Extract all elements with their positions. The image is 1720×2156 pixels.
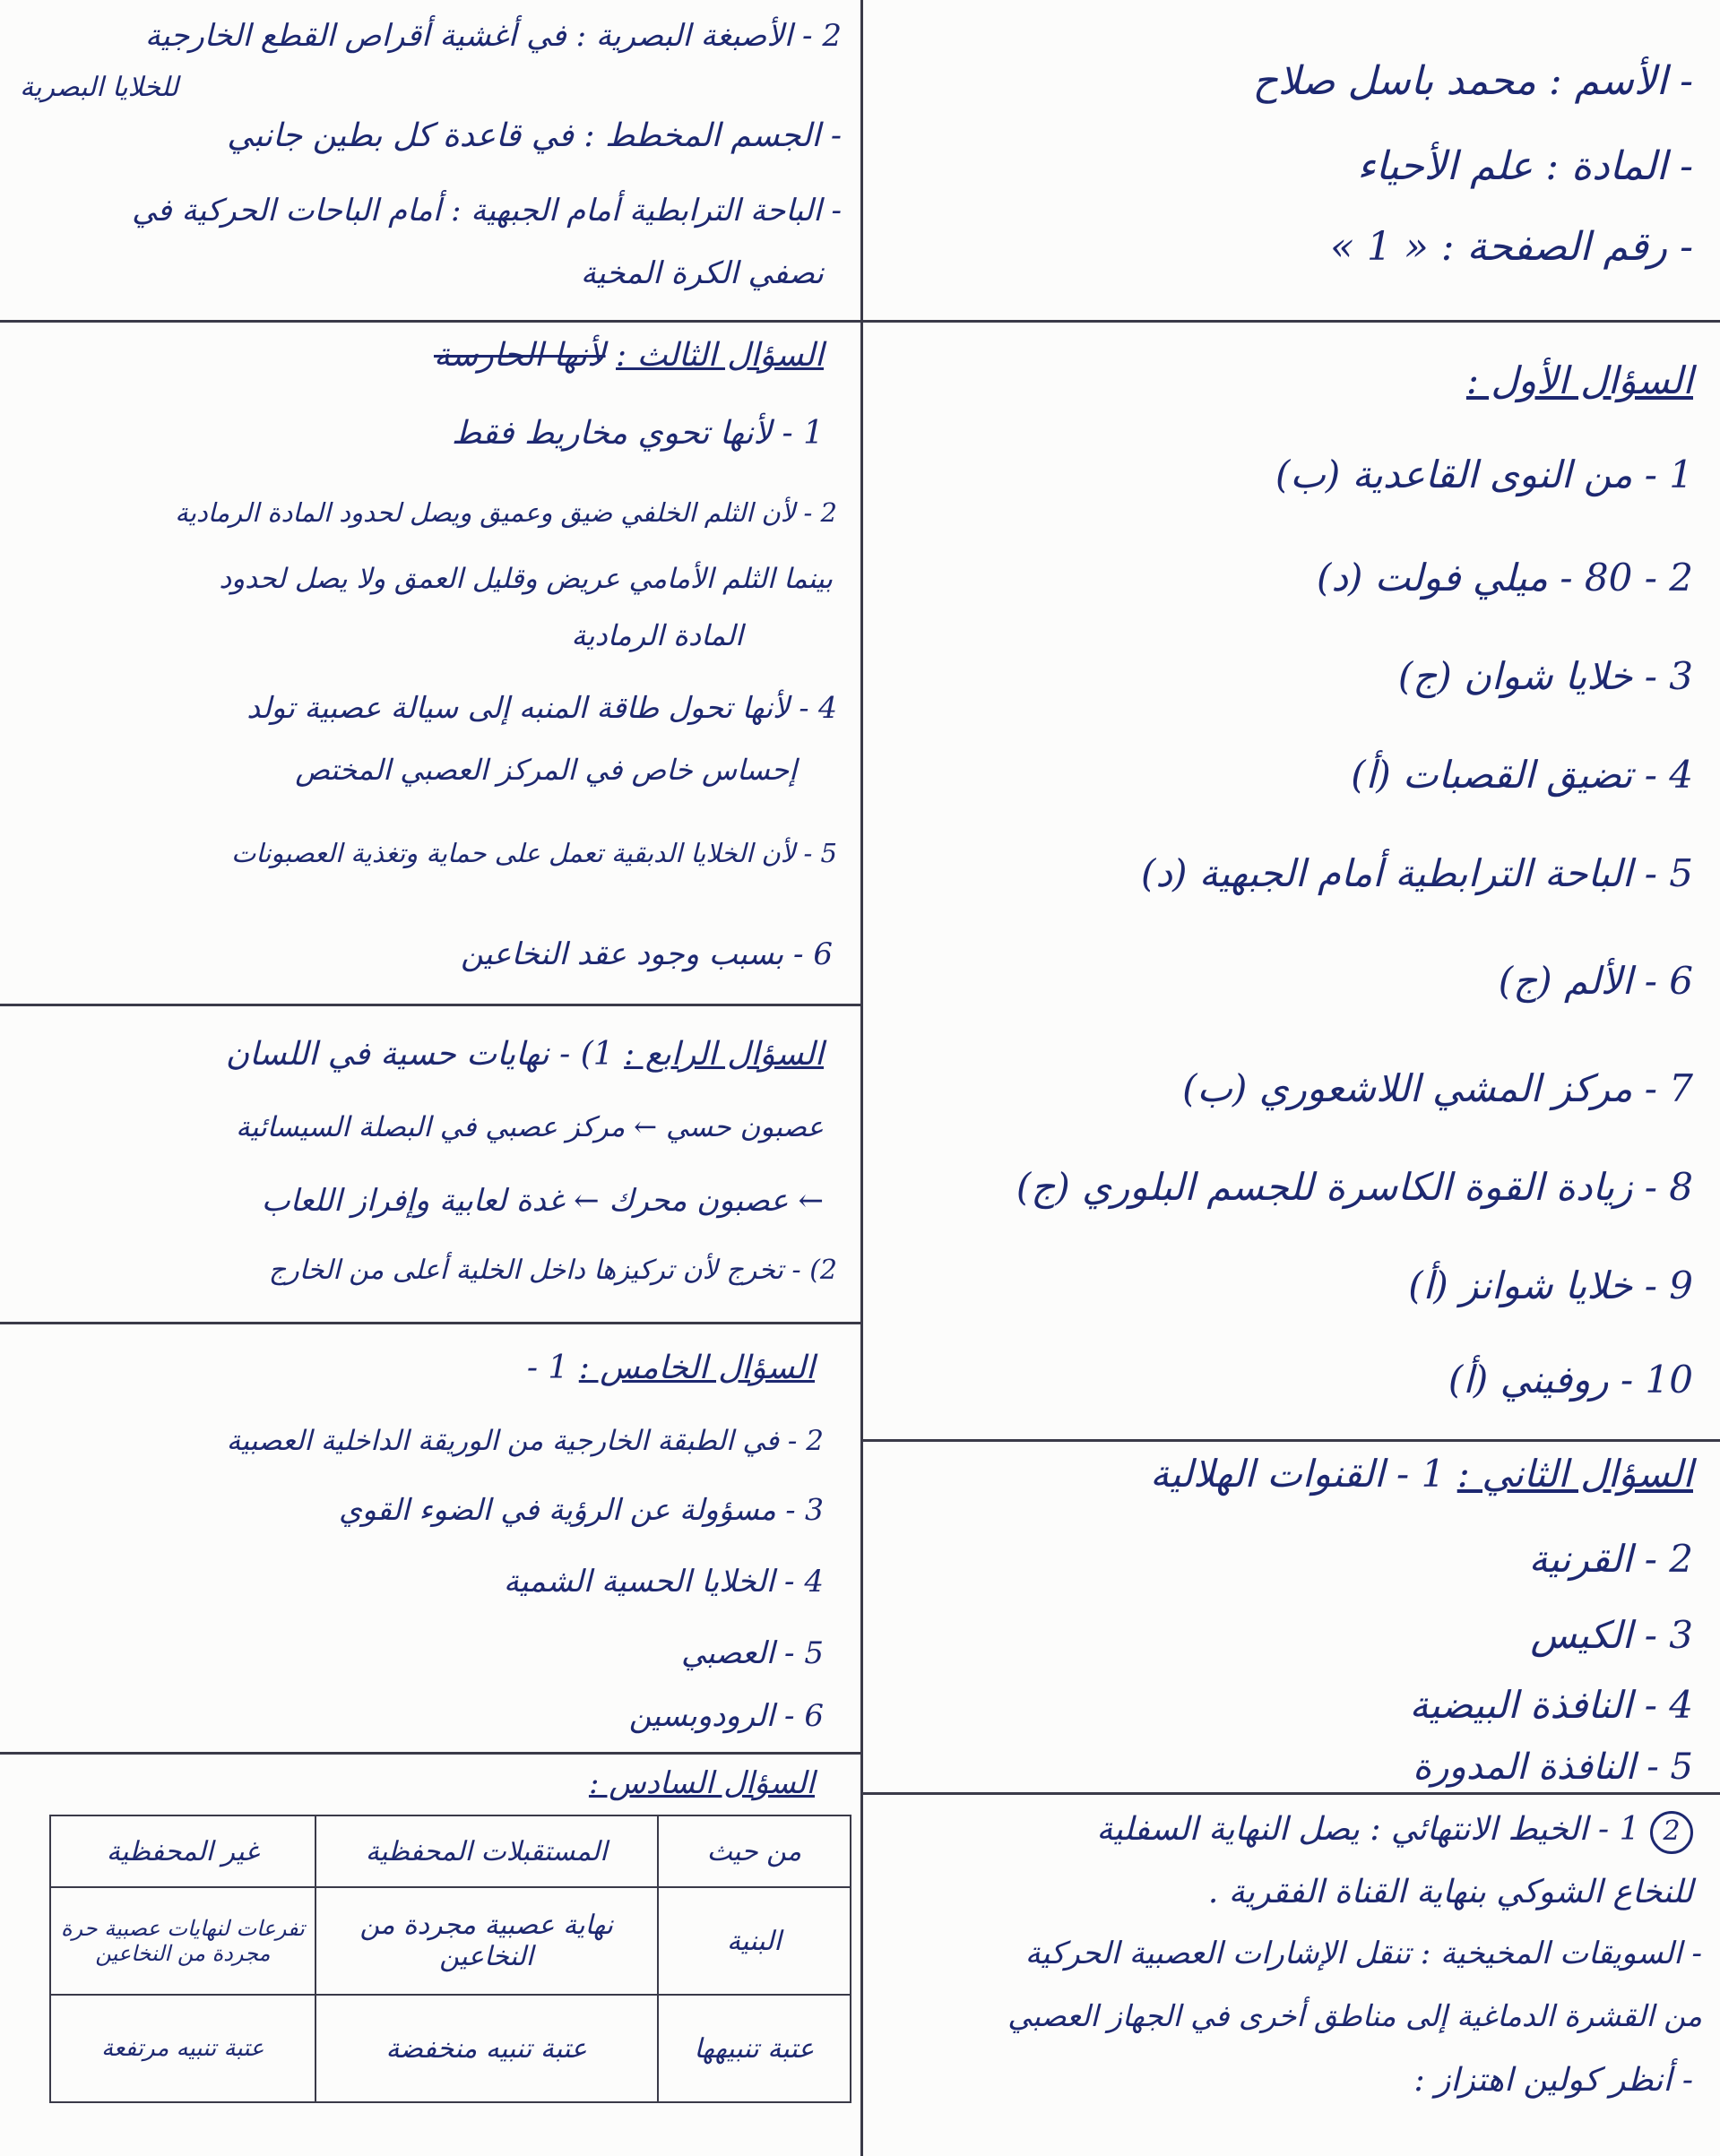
table-header-cell: المستقبلات المحفظية xyxy=(315,1815,658,1887)
q1c-line-5: نصفي الكرة المخية xyxy=(580,255,824,291)
q2-answer-5: 5 - النافذة المدورة xyxy=(1413,1746,1693,1788)
student-name: - الأسم : محمد باسل صلاح xyxy=(1252,58,1693,104)
q1c-line-2: للخلايا البصرية xyxy=(20,72,178,103)
page-number: - رقم الصفحة : « 1 » xyxy=(1329,224,1693,270)
q3-title: السؤال الثالث : xyxy=(616,337,824,374)
q1-answer-1: 1 - من النوى القاعدية (ب) xyxy=(1275,453,1693,496)
left-divider-q5q6 xyxy=(0,1752,860,1755)
q3-answer-1: 1 - لأنها تحوي مخاريط فقط xyxy=(451,415,824,452)
table-row xyxy=(50,1995,851,2102)
q1c-line-3: - الجسم المخطط : في قاعدة كل بطين جانبي xyxy=(227,117,842,154)
q2-answer-1: 1 - القنوات الهلالية xyxy=(1150,1452,1446,1496)
q2-answer-2: 2 - القرنية xyxy=(1528,1537,1693,1581)
table-cell: عتبة تنبيه منخفضة xyxy=(315,1995,658,2102)
q4-answer-1: 1) - نهايات حسية في اللسان xyxy=(225,1036,614,1073)
q3-struck-text: لأنها الحارسة xyxy=(433,337,606,374)
q1-answer-9: 9 - خلايا شوانز (أ) xyxy=(1408,1263,1693,1307)
q4-answer-1b: عصبون حسي ← مركز عصبي في البصلة السيسائية xyxy=(236,1111,824,1143)
q1-answer-6: 6 - الألم (ج) xyxy=(1498,959,1693,1003)
q1-answer-4: 4 - تضيق القصبات (أ) xyxy=(1351,753,1693,797)
q1-answer-2: 2 - 80 - ميلي فولت (د) xyxy=(1316,556,1693,599)
table-header-cell: من حيث xyxy=(658,1815,851,1887)
q3-answer-2c: المادة الرمادية xyxy=(571,618,743,652)
q3-answer-4: 4 - لأنها تحول طاقة المنبه إلى سيالة عصبية تولد xyxy=(246,690,837,725)
q2-part2-number: 2 xyxy=(1650,1811,1693,1854)
q3-answer-2b: بينما الثلم الأمامي عريض وقليل العمق ولا يصل لحدود xyxy=(219,563,833,595)
q1-title: السؤال الأول : xyxy=(1465,358,1693,402)
q4-answer-2: 2) - تخرج لأن تركيزها داخل الخلية أعلى من الخارج xyxy=(268,1255,837,1286)
subject-name: - المادة : علم الأحياء xyxy=(1357,143,1693,189)
left-divider-q4q5 xyxy=(0,1322,860,1324)
q1-answer-8: 8 - زيادة القوة الكاسرة للجسم البلوري (ج) xyxy=(1016,1165,1693,1209)
table-cell: نهاية عصبية مجردة من النخاعين xyxy=(315,1887,658,1995)
table-cell: عتبة تنبيهها xyxy=(658,1995,851,2102)
q4-title-row xyxy=(226,1035,824,1074)
right-divider-q1q2 xyxy=(860,1439,1720,1442)
q3-answer-4b: إحساس خاص في المركز العصبي المختص xyxy=(295,753,797,787)
table-cell: عتبة تنبيه مرتفعة xyxy=(50,1995,315,2102)
q1-answer-10: 10 - روفيني (أ) xyxy=(1448,1358,1693,1401)
table-row xyxy=(50,1887,851,1995)
left-divider-q3q4 xyxy=(0,1004,860,1006)
q1c-line-4: - الباحة الترابطية أمام الجبهية : أمام الباحات الحركية في xyxy=(132,193,842,229)
q2-title: السؤال الثاني : xyxy=(1456,1452,1693,1496)
q2-part2-line-2: للنخاع الشوكي بنهاية القناة الفقرية . xyxy=(1207,1874,1693,1910)
q5-answer-3: 3 - مسؤولة عن الرؤية في الضوء القوي xyxy=(339,1492,824,1527)
q3-title-row xyxy=(434,336,824,375)
table-cell: البنية xyxy=(658,1887,851,1995)
q2-answer-4: 4 - النافذة البيضية xyxy=(1409,1683,1693,1727)
q2-part2-line-1: 2 1 - الخيط الانتهائي : يصل النهاية السفلية xyxy=(1096,1810,1693,1854)
q6-title: السؤال السادس : xyxy=(588,1765,815,1801)
table-header-cell: غير المحفظية xyxy=(50,1815,315,1887)
q3-answer-2: 2 - لأن الثلم الخلفي ضيق وعميق ويصل لحدود المادة الرمادية xyxy=(175,497,837,528)
q5-answer-2: 2 - في الطبقة الخارجية من الوريقة الداخلية العصبية xyxy=(226,1425,824,1457)
q1-answer-7: 7 - مركز المشي اللاشعوري (ب) xyxy=(1182,1066,1693,1110)
q3-answer-5: 5 - لأن الخلايا الدبقية تعمل على حماية وتغذية العصبونات xyxy=(231,838,837,868)
q3-answer-6: 6 - بسبب وجود عقد النخاعين xyxy=(461,936,833,972)
table-cell: تفرعات لنهايات عصبية حرة مجردة من النخاعين xyxy=(50,1887,315,1995)
q4-answer-1c: ← عصبون محرك ← غدة لعابية وإفراز اللعاب xyxy=(261,1183,824,1219)
q5-title-row xyxy=(527,1349,815,1387)
q1c-line-1: 2 - الأصبغة البصرية : في أغشية أقراص القطع الخارجية xyxy=(144,18,842,54)
q6-comparison-table xyxy=(49,1815,851,2103)
left-divider-upper xyxy=(0,320,1720,323)
q5-answer-6: 6 - الرودوبسين xyxy=(628,1698,824,1734)
right-divider-q2p2 xyxy=(860,1792,1720,1795)
table-header-row xyxy=(50,1815,851,1887)
q5-answer-4: 4 - الخلايا الحسية الشمية xyxy=(503,1564,824,1600)
q2-part2-line-3: - السويقات المخيخية : تنقل الإشارات العصبية الحركية xyxy=(1024,1936,1702,1971)
q2-part2-line-4: من القشرة الدماغية إلى مناطق أخرى في الجهاز العصبي xyxy=(1007,1998,1702,2033)
q1-answer-5: 5 - الباحة الترابطية أمام الجبهية (د) xyxy=(1140,851,1693,895)
q2-part2-line-5: - أنظر كولين اهتزاز : xyxy=(1413,2062,1693,2099)
q2-answer-3: 3 - الكيس xyxy=(1530,1613,1693,1657)
center-divider-top xyxy=(860,0,863,2156)
q1-answer-3: 3 - خلايا شوان (ج) xyxy=(1397,654,1693,698)
q5-title: السؤال الخامس : xyxy=(578,1350,815,1386)
q4-title: السؤال الرابع : xyxy=(624,1036,824,1073)
q5-answer-5: 5 - العصبي xyxy=(680,1635,824,1671)
q5-answer-1: 1 - xyxy=(526,1350,569,1386)
q2-title-row xyxy=(1150,1452,1693,1496)
